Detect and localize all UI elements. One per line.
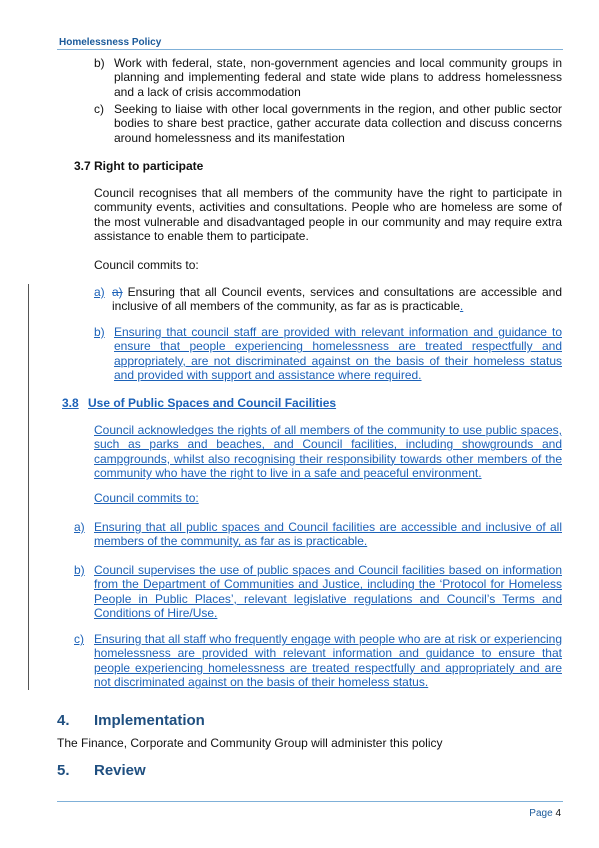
change-bar xyxy=(28,284,29,690)
list-item-text: Ensuring that council staff are provided with relevant information and guidance to ensure that people experiencing homelessness are treated respectfully and appropriately, are not discriminated against on the basis of their homeless status and provided with support and assistance where required. xyxy=(114,325,562,383)
list-item-text: Council supervises the use of public spaces and Council facilities based on information from the Department of Communities and Justice, including the ‘Protocol for Homeless People in Public Places’, relevant legislative regulations and Council’s Terms and Conditions of Hire/Use. xyxy=(94,563,562,621)
page-number-value: 4 xyxy=(555,808,561,819)
list-item-body: Ensuring that all Council events, services and consultations are accessible and inclusive of all members of the community, as far as is practicable xyxy=(112,285,562,314)
deleted-text: a) xyxy=(112,285,123,299)
list-item-label: b) xyxy=(94,325,105,339)
list-item-text: Ensuring that all staff who frequently engage with people who are at risk or experiencing homelessness are provided with relevant information and guidance to ensure that people experiencing homelessness are treated respectfully and appropriately and are not discriminated against on the basis of their homeless status. xyxy=(94,632,562,690)
list-item-text xyxy=(112,285,562,314)
page-label: Page xyxy=(529,808,553,819)
commits-label: Council commits to: xyxy=(94,491,199,505)
footer-divider xyxy=(57,801,563,802)
commits-label: Council commits to: xyxy=(94,258,199,272)
inserted-text: . xyxy=(459,299,464,314)
section-paragraph: Council acknowledges the rights of all members of the community to use public spaces, such as parks and beaches, and Council facilities, including showgrounds and campgrounds, whilst also recognising their responsibility towards other members of the community who have the right to live in a safe and peaceful environment. xyxy=(94,423,562,481)
section-number: 3.8 xyxy=(62,396,79,410)
list-item-text: Ensuring that all public spaces and Council facilities are accessible and inclusive of all members of the community, as far as is practicable. xyxy=(94,520,562,549)
page-number xyxy=(529,808,561,819)
list-item-label: b) xyxy=(94,56,105,70)
list-item-label: c) xyxy=(94,102,104,116)
section-number: 3.7 xyxy=(74,159,91,173)
section-heading: Review xyxy=(94,762,146,779)
header-divider xyxy=(57,49,563,50)
section-heading: Implementation xyxy=(94,712,205,729)
list-item-text: Seeking to liaise with other local governments in the region, and other public sector bodies to share best practice, gather accurate data collection and discuss concerns around homelessness and its manifestation xyxy=(114,102,562,145)
list-item-label: a) xyxy=(94,285,105,299)
list-item-text: Work with federal, state, non-government agencies and local community groups in planning and implementing federal and state wide plans to address homelessness and a lack of crisis accommodation xyxy=(114,56,562,99)
section-paragraph: The Finance, Corporate and Community Group will administer this policy xyxy=(57,736,443,750)
page-header-title: Homelessness Policy xyxy=(59,37,162,48)
list-item-label: c) xyxy=(74,632,84,646)
section-number: 5. xyxy=(57,762,70,779)
section-paragraph: Council recognises that all members of the community have the right to participate in community events, activities and consultations. People who are homeless are some of the most vulnerable and disadvantaged people in our community and may require extra assistance to enable them to participate. xyxy=(94,186,562,244)
section-number: 4. xyxy=(57,712,70,729)
list-item-label: b) xyxy=(74,563,85,577)
section-heading: Use of Public Spaces and Council Facilities xyxy=(88,396,337,410)
list-item-label: a) xyxy=(74,520,85,534)
section-heading: Right to participate xyxy=(94,159,204,173)
